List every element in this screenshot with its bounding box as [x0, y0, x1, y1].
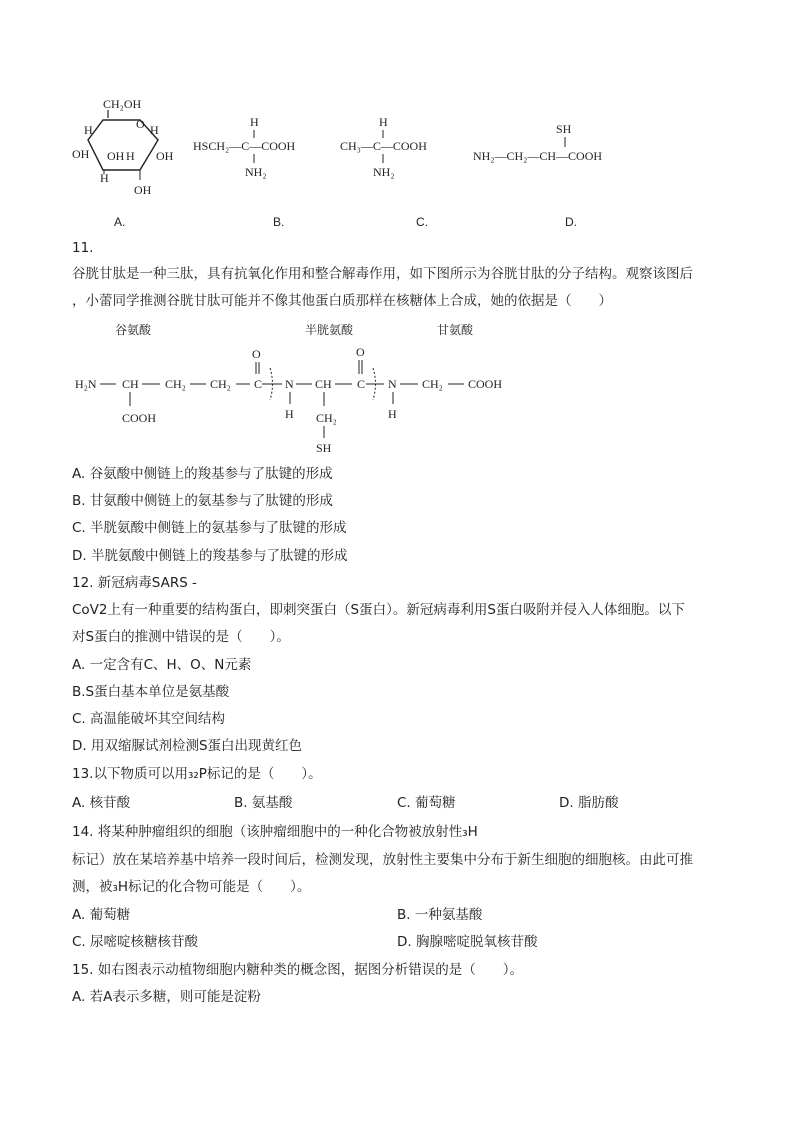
q11-option-a[interactable]: A. 谷氨酸中侧链上的羧基参与了肽键的形成	[72, 466, 333, 482]
structure-d-label: D.	[565, 215, 577, 229]
q11-option-c[interactable]: C. 半胱氨酸中侧链上的氨基参与了肽键的形成	[72, 520, 347, 536]
glucose-ring-o: O	[136, 117, 145, 131]
chain-c2: C	[357, 377, 366, 391]
q15-option-a[interactable]: A. 若A表示多糖，则可能是淀粉	[72, 989, 261, 1005]
chain-ch2-a: CH₂	[165, 377, 186, 391]
q15-stem: 15. 如右图表示动植物细胞内糖种类的概念图，据图分析错误的是（ ）。	[72, 962, 524, 978]
q11-number: 11.	[72, 240, 94, 256]
q12-option-b[interactable]: B.S蛋白基本单位是氨基酸	[72, 684, 230, 700]
carbonyl-o1: O	[252, 347, 261, 361]
q12-option-d[interactable]: D. 用双缩脲试剂检测S蛋白出现黄红色	[72, 738, 303, 754]
chain-ch2-c: CH₂	[422, 377, 443, 391]
structure-c-nh2: NH₂	[373, 165, 395, 179]
glucose-oh2: OH	[107, 149, 125, 163]
q12-stem-line1: 12. 新冠病毒SARS -	[72, 575, 197, 591]
structure-d-sh: SH	[556, 122, 572, 136]
chain-ch1: CH	[122, 377, 139, 391]
glucose-oh1: OH	[72, 147, 90, 161]
glu-cooh: COOH	[122, 411, 157, 425]
q13-option-c[interactable]: C. 葡萄糖	[397, 795, 456, 811]
structure-c-label: C.	[416, 215, 428, 229]
q12-stem-line2: CoV2上有一种重要的结构蛋白，即刺突蛋白（S蛋白）。新冠病毒利用S蛋白吸附并侵入人体细胞。以下	[72, 602, 685, 618]
structure-a-glucose	[72, 97, 174, 229]
glutathione-diagram	[0, 318, 794, 458]
structure-b-nh2: NH₂	[245, 165, 267, 179]
q13-option-b[interactable]: B. 氨基酸	[234, 795, 293, 811]
label-glutamate: 谷氨酸	[115, 323, 152, 337]
cys-sh: SH	[316, 441, 332, 455]
structures-figure	[0, 0, 794, 240]
label-cysteine: 半胱氨酸	[305, 323, 354, 337]
structure-d-formula: NH₂—CH₂—CH—COOH	[473, 149, 603, 163]
q11-stem-line2: ，小蕾同学推测谷胱甘肽可能并不像其他蛋白质那样在核糖体上合成，她的依据是（ ）	[72, 293, 612, 309]
label-glycine: 甘氨酸	[437, 323, 474, 337]
q14-option-d[interactable]: D. 胸腺嘧啶脱氧核苷酸	[397, 934, 538, 950]
q13-option-a[interactable]: A. 核苷酸	[72, 795, 131, 811]
chain-n2: N	[388, 377, 397, 391]
structure-b-label: B.	[273, 215, 285, 229]
glucose-h3: H	[126, 149, 135, 163]
q14-stem-line2: 标记）放在某培养基中培养一段时间后，检测发现，放射性主要集中分布于新生细胞的细胞核。由此可推	[72, 852, 693, 868]
glucose-h4: H	[100, 171, 109, 185]
q11-option-b[interactable]: B. 甘氨酸中侧链上的氨基参与了肽键的形成	[72, 493, 333, 509]
carbonyl-o2: O	[356, 345, 365, 359]
structure-b	[193, 115, 296, 229]
q12-option-a[interactable]: A. 一定含有C、H、O、N元素	[72, 657, 252, 673]
q11-stem-line1: 谷胱甘肽是一种三肽，具有抗氧化作用和整合解毒作用，如下图所示为谷胱甘肽的分子结构。观察该图后	[72, 266, 693, 282]
chain-ch3: CH	[315, 377, 332, 391]
chain-n1: N	[285, 377, 294, 391]
structure-b-h: H	[250, 115, 259, 129]
structure-a-label: A.	[114, 215, 126, 229]
q12-option-c[interactable]: C. 高温能破坏其空间结构	[72, 711, 226, 727]
q14-option-a[interactable]: A. 葡萄糖	[72, 907, 131, 923]
structure-d	[473, 122, 602, 229]
n2-h: H	[388, 407, 397, 421]
chain-cooh-end: COOH	[468, 377, 503, 391]
structure-c	[340, 115, 428, 229]
q14-stem-line1: 14. 将某种肿瘤组织的细胞（该肿瘤细胞中的一种化合物被放射性₃H	[72, 824, 478, 840]
q12-stem-line3: 对S蛋白的推测中错误的是（ ）。	[72, 629, 290, 645]
q14-option-b[interactable]: B. 一种氨基酸	[397, 907, 483, 923]
glucose-oh4: OH	[134, 183, 152, 197]
q11-option-d[interactable]: D. 半胱氨酸中侧链上的羧基参与了肽键的形成	[72, 548, 348, 564]
structure-b-formula: HSCH₂—C—COOH	[193, 139, 296, 153]
n1-h: H	[285, 407, 294, 421]
glucose-ch2oh: CH₂OH	[103, 97, 142, 111]
q14-option-c[interactable]: C. 尿嘧啶核糖核苷酸	[72, 934, 199, 950]
glucose-h2: H	[150, 123, 159, 137]
q14-stem-line3: 测，被₃H标记的化合物可能是（ ）。	[72, 879, 311, 895]
glucose-oh3: OH	[156, 149, 174, 163]
chain-c1: C	[254, 377, 263, 391]
cys-ch2: CH₂	[316, 411, 337, 425]
q13-stem: 13.以下物质可以用₃₂P标记的是（ ）。	[72, 766, 322, 782]
chain-h2n: H₂N	[75, 377, 97, 391]
chain-ch2-b: CH₂	[210, 377, 231, 391]
structure-c-h: H	[379, 115, 388, 129]
q13-option-d[interactable]: D. 脂肪酸	[559, 795, 619, 811]
glucose-h1: H	[84, 123, 93, 137]
structure-c-formula: CH₃—C—COOH	[340, 139, 427, 153]
